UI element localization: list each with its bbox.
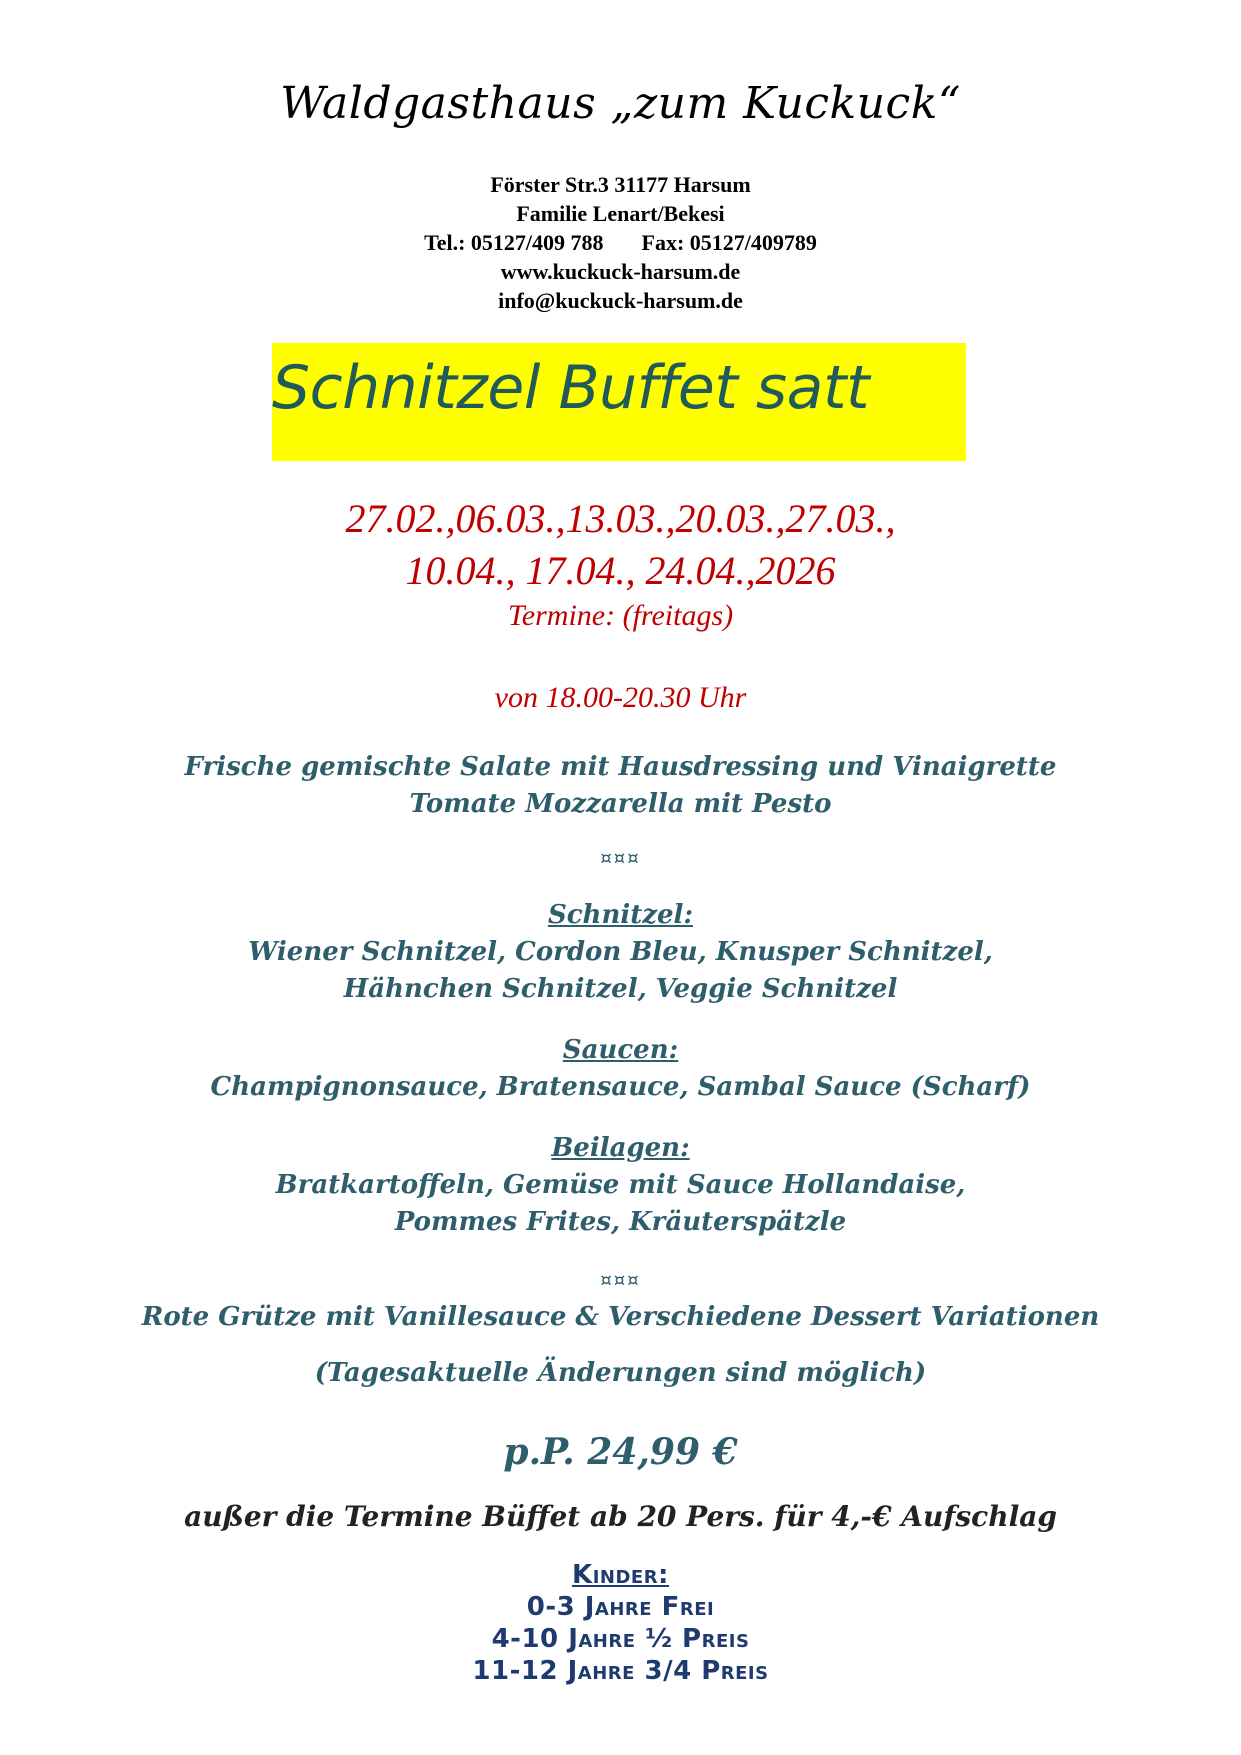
- phone-number: Tel.: 05127/409 788: [424, 230, 604, 255]
- page-title: Schnitzel Buffet satt: [272, 353, 869, 423]
- beilagen-line-2: Pommes Frites, Kräuterspätzle: [394, 1207, 847, 1237]
- dates-line-2: 10.04., 17.04., 24.04.,2026: [405, 548, 836, 593]
- website-link[interactable]: www.kuckuck-harsum.de: [500, 259, 741, 284]
- schnitzel-heading: [0, 900, 1241, 930]
- kids-line-3: 11-12 Jahre 3/4 Preis: [472, 1656, 769, 1686]
- schnitzel-line-1: Wiener Schnitzel, Cordon Bleu, Knusper Schnitzel,: [248, 937, 993, 967]
- time-line: von 18.00-20.30 Uhr: [494, 681, 747, 714]
- price: p.P. 24,99 €: [503, 1431, 738, 1473]
- changes-note: (Tagesaktuelle Änderungen sind möglich): [314, 1358, 927, 1388]
- fax-number: Fax: 05127/409789: [641, 230, 817, 255]
- salad-line-1: Frische gemischte Salate mit Hausdressing und Vinaigrette: [184, 752, 1057, 782]
- surcharge-note: außer die Termine Büffet ab 20 Pers. für 4,-€ Aufschlag: [184, 1500, 1057, 1533]
- address-line: Förster Str.3 31177 Harsum: [490, 172, 751, 197]
- beilagen-heading: [0, 1133, 1241, 1163]
- saucen-heading: [0, 1035, 1241, 1065]
- kids-heading: [0, 1560, 1241, 1590]
- ornament-divider-1: ¤¤¤: [600, 848, 641, 869]
- kids-line-2: 4-10 Jahre ½ Preis: [491, 1624, 750, 1654]
- email-link[interactable]: info@kuckuck-harsum.de: [498, 288, 743, 313]
- schnitzel-line-2: Hähnchen Schnitzel, Veggie Schnitzel: [343, 974, 898, 1004]
- saucen-heading-text: Saucen:: [562, 1035, 679, 1065]
- family-line: Familie Lenart/Bekesi: [516, 201, 725, 226]
- kids-heading-text: Kinder:: [572, 1560, 669, 1590]
- salad-line-2: Tomate Mozzarella mit Pesto: [409, 789, 832, 819]
- beilagen-line-1: Bratkartoffeln, Gemüse mit Sauce Hollandaise,: [275, 1170, 966, 1200]
- ornament-divider-2: ¤¤¤: [600, 1270, 641, 1291]
- restaurant-name: Waldgasthaus „zum Kuckuck“: [280, 78, 961, 129]
- dates-line-1: 27.02.,06.03.,13.03.,20.03.,27.03.,: [345, 496, 896, 541]
- kids-line-1: 0-3 Jahre Frei: [526, 1592, 715, 1622]
- schnitzel-heading-text: Schnitzel:: [547, 900, 694, 930]
- termine-line: Termine: (freitags): [507, 599, 734, 632]
- dessert-line: Rote Grütze mit Vanillesauce & Verschiedene Dessert Variationen: [141, 1302, 1100, 1332]
- beilagen-heading-text: Beilagen:: [551, 1133, 690, 1163]
- saucen-line-1: Champignonsauce, Bratensauce, Sambal Sauce (Scharf): [210, 1072, 1031, 1102]
- contact-row: [0, 228, 1241, 257]
